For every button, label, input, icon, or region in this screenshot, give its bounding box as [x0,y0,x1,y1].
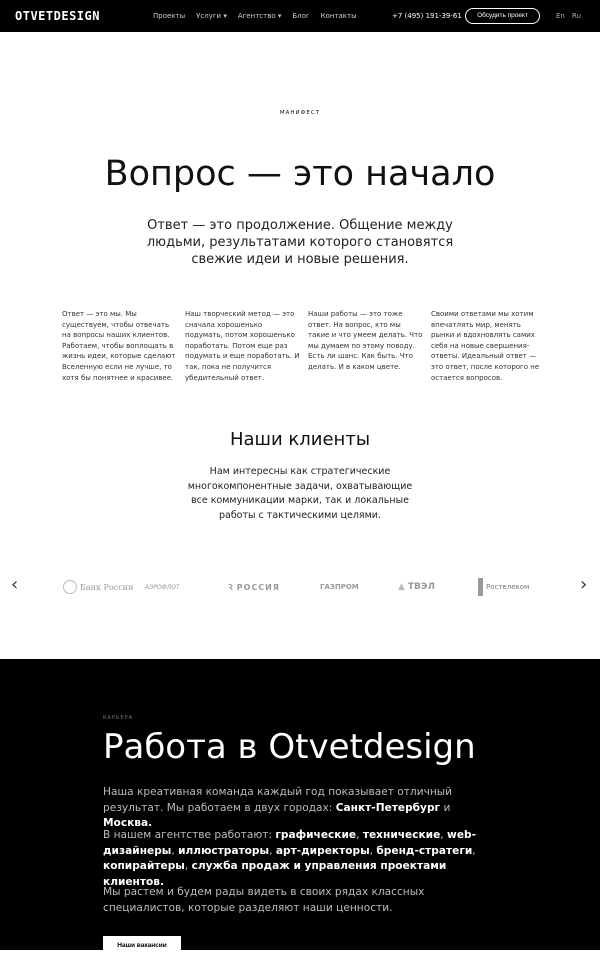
logo-bank-russia: Банк России [63,576,133,598]
nav-services[interactable]: Услуги ▾ [196,12,227,20]
text-segment: , [472,844,476,857]
logo-gazprom: ГАЗПРОМ [320,583,359,591]
text-segment: , [440,829,448,841]
bold-text: технические [362,829,441,841]
manifest-column: Наши работы — это тоже ответ. На вопрос, кто мы такие и что умеем делать. Что мы думаем по этому поводу. Есть ли шанс. Как быть. Что делать. И в каком цвете. [308,310,423,371]
text-segment: , [184,860,192,872]
logo-rossiya: Ꝛ РОССИЯ [228,582,280,592]
discuss-project-button[interactable]: Обсудить проект [465,8,540,24]
main-menu [153,12,357,20]
manifest-kicker: МАНИФЕСТ [279,110,321,116]
carousel-next-icon[interactable]: › [580,574,588,595]
bold-text: графические [275,829,357,841]
bold-text: web-дизайнеры [103,829,476,857]
nav-agency[interactable]: Агентство ▾ [237,12,282,20]
bold-text: Санкт-Петербург [335,801,441,814]
manifest-column: Ответ — это мы. Мы существуем, чтобы отвечать на вопросы наших клиентов. Работаем, чтобы воплощать в жизнь идеи, которые сделают Вселенную если не лучше, то хотя бы понятнее и красивее. [62,310,176,382]
text-segment: , [171,844,179,857]
text-segment: Мы растем и будем рады видеть в своих рядах классных специалистов, которые разделяют наши ценности. [103,886,425,914]
manifest-column: Наш творческий метод — это сначала хорошенько подумать, потом хорошенько поработать. Потом еще раз подумать и еще поработать. И так, пока не получится убедительный ответ. [185,310,300,382]
text-segment: , [269,844,276,857]
lang-ru[interactable]: Ru [572,12,581,20]
nav-blog[interactable]: Блог [292,12,310,20]
carousel-prev-icon[interactable]: ‹ [11,574,19,595]
manifest-column: Своими ответами мы хотим впечатлять мир, менять рынки и вдохновлять самих себя на новые свершения-ответы. Идеальный ответ — это ответ, после которого не остается вопросов. [431,310,540,382]
text-segment: В нашем агентстве работают: [103,829,276,841]
bold-text: бренд-стратеги [376,844,473,857]
logo-aeroflot: АЭРОФЛОТ [145,583,180,591]
career-section [0,659,600,950]
text-segment: Наша креативная команда каждый год показывает отличный результат. Мы работаем в двух городах: [103,786,453,814]
bold-text: Москва. [103,817,153,829]
phone-link[interactable]: +7 (495) 191-39-61 [392,12,462,20]
career-label: КАРЬЕРА [103,715,134,721]
logo-rostelecom: Ростелеком [478,576,529,598]
vacancies-button[interactable]: Наши вакансии [103,936,181,956]
logo[interactable]: OTVETDESIGN [15,9,100,23]
nav-contacts[interactable]: Контакты [320,12,357,20]
career-paragraph [103,885,483,916]
top-nav [0,0,600,32]
logo-tvel: ▲ ТВЭЛ [398,582,436,592]
manifest-subtitle: Ответ — это продолжение. Общение между людьми, результатами которого становятся свежие идеи и новые решения. [146,218,454,267]
bold-text: иллюстраторы [178,844,270,857]
client-logos [60,576,540,598]
clients-title: Наши клиенты [229,429,371,450]
bold-text: служба продаж и управления проектами клиентов. [103,860,447,888]
bold-text: копирайтеры [103,860,185,872]
clients-text: Нам интересны как стратегические многокомпонентные задачи, охватывающие все коммуникации марки, так и локальные работы с тактическими целями. [187,466,413,521]
career-paragraph [103,785,483,832]
text-segment: , [356,829,363,841]
nav-projects[interactable]: Проекты [153,12,186,20]
lang-en[interactable]: En [556,12,565,20]
manifest-title: Вопрос — это начало [104,154,496,194]
text-segment: и [440,801,451,814]
bold-text: арт-директоры [275,844,370,857]
career-title: Работа в Otvetdesign [103,727,476,767]
text-segment: , [369,844,377,857]
career-paragraph [103,828,483,890]
